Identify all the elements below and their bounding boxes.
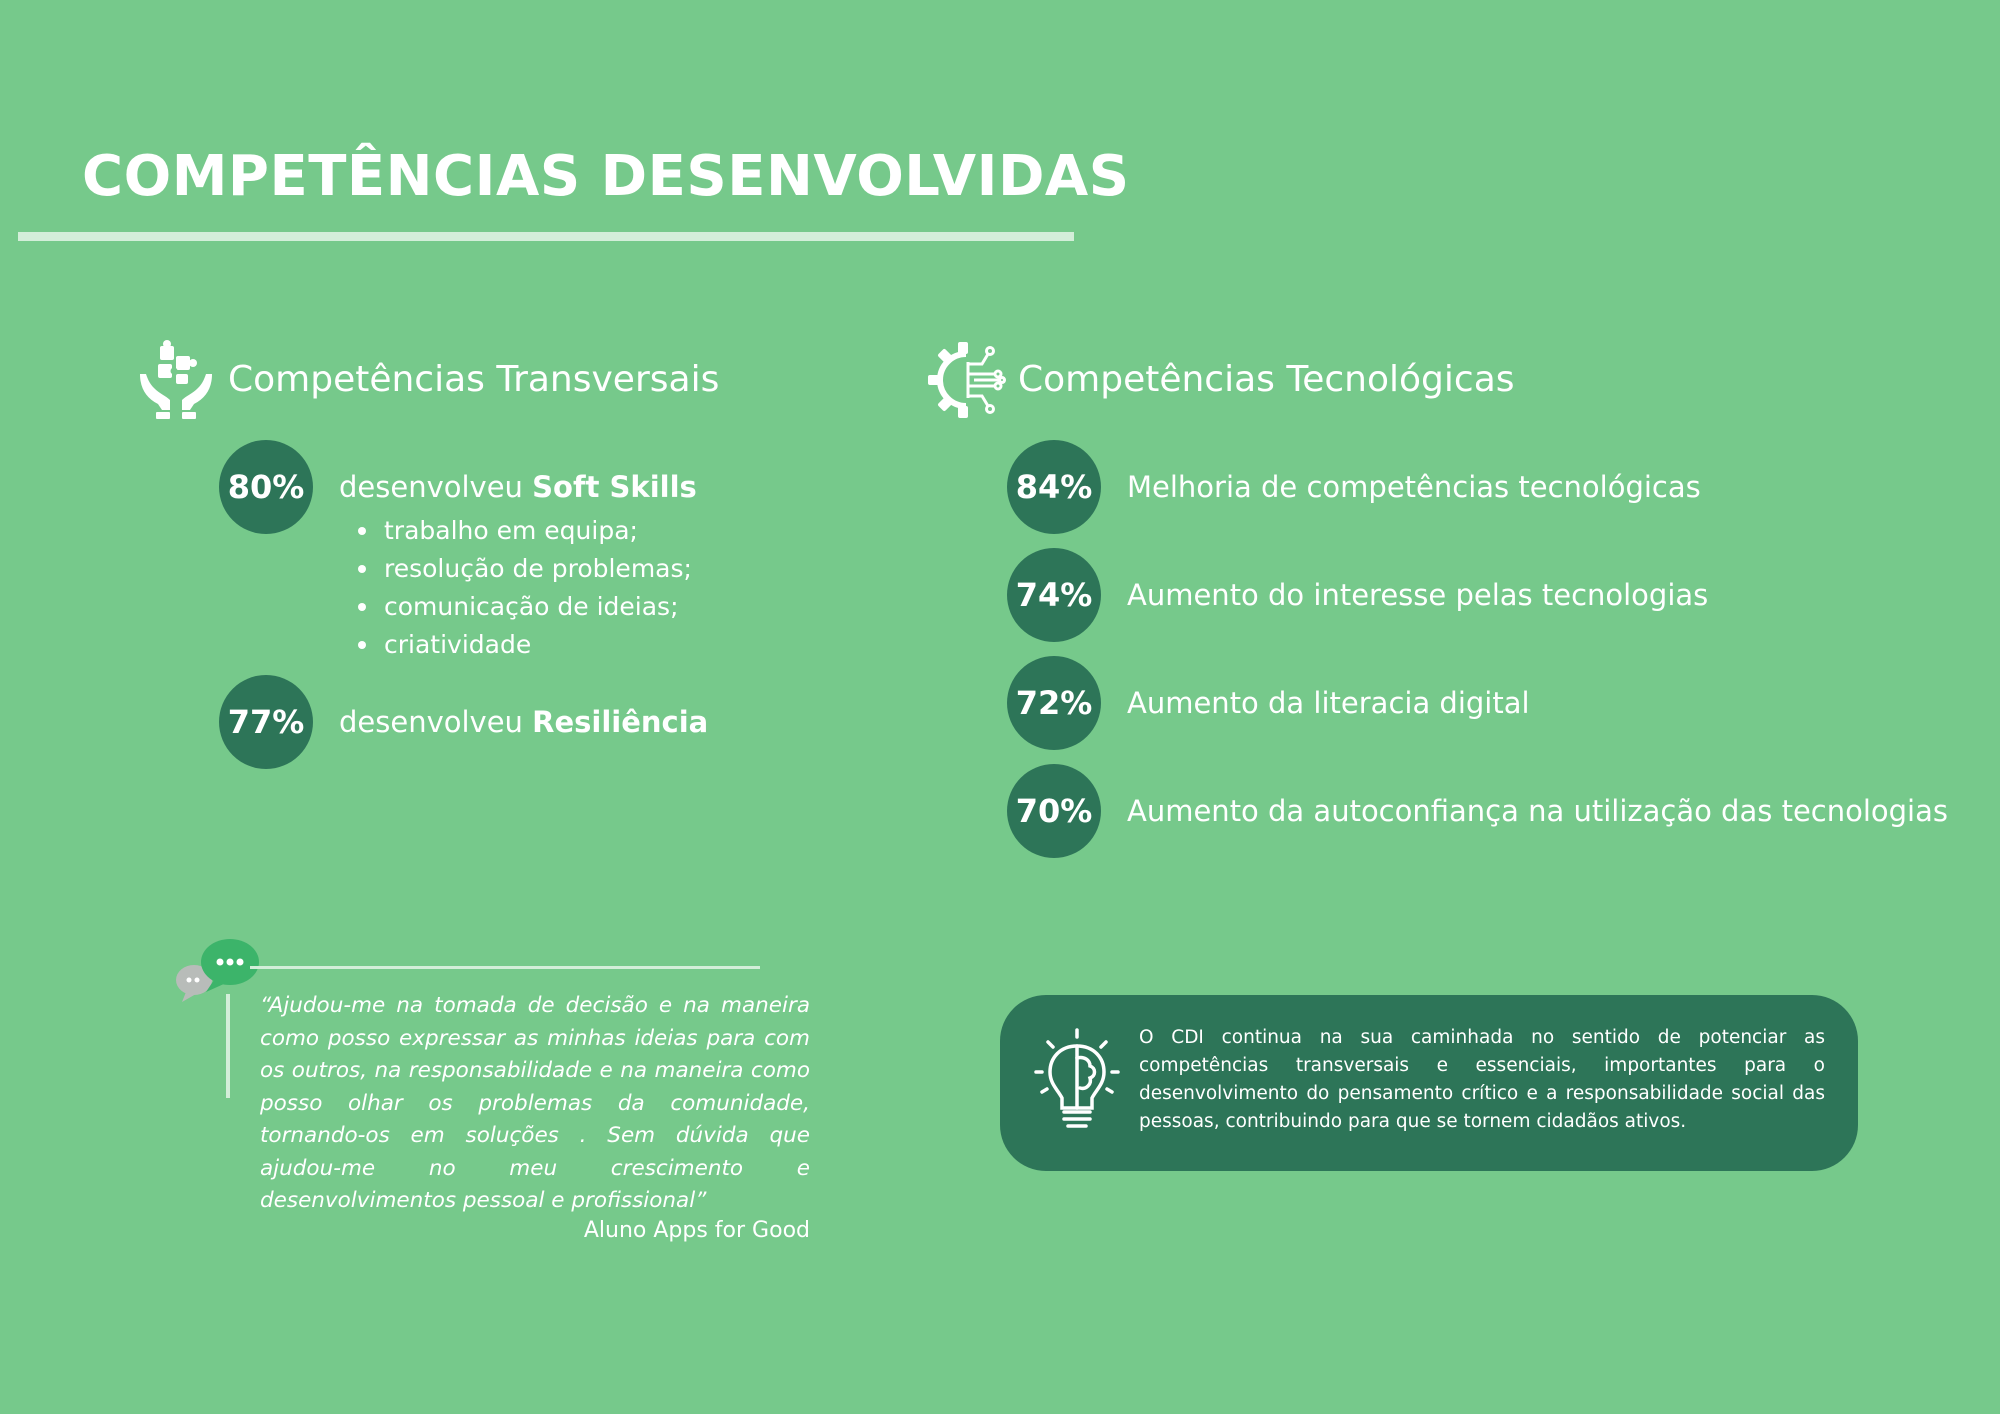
stat-value-bubble: 74% (1007, 548, 1101, 642)
info-text: O CDI continua na sua caminhada no sentido de potenciar as competências transversais e essenciais, importantes para o desenvolvimento do pensamento crítico e a responsabilidade social das pessoas, contribuindo para que se tornem cidadãos ativos. (1139, 1027, 1825, 1132)
stat-label: Melhoria de competências tecnológicas (1127, 470, 1701, 504)
stat-value-bubble: 84% (1007, 440, 1101, 534)
testimonial-author: Aluno Apps for Good (583, 1218, 810, 1243)
stat-label (339, 705, 708, 739)
stat-resiliencia (219, 675, 708, 769)
chat-bubbles-icon (172, 936, 262, 1002)
stat-label-highlight: Soft Skills (532, 470, 697, 504)
stat-tech-1 (1007, 440, 1701, 534)
stat-tech-3 (1007, 656, 1530, 750)
stat-tech-2 (1007, 548, 1708, 642)
gear-circuit-icon (926, 340, 1006, 420)
stat-label: Aumento do interesse pelas tecnologias (1127, 578, 1709, 612)
stat-label: Aumento da autoconfiança na utilização das tecnologias (1127, 794, 1948, 828)
stat-tech-4 (1007, 764, 1948, 858)
transversais-heading (136, 340, 719, 420)
stat-value-bubble: 72% (1007, 656, 1101, 750)
list-item: criatividade (350, 626, 692, 664)
list-item: comunicação de ideias; (350, 588, 692, 626)
testimonial-quote: “Ajudou-me na tomada de decisão e na maneira como posso expressar as minhas ideias para com os outros, na responsabilidade e na maneira como posso olhar os problemas da comunidade, tornando-os em soluções . Sem dúvida que ajudou-me no meu crescimento e desenvolvimentos pessoal e profissional” (260, 993, 810, 1213)
list-item: resolução de problemas; (350, 550, 692, 588)
transversais-heading-text: Competências Transversais (228, 359, 720, 400)
list-item: trabalho em equipa; (350, 512, 692, 550)
stat-value-bubble: 80% (219, 440, 313, 534)
title-underline (18, 232, 1074, 241)
tecnologicas-heading-text: Competências Tecnológicas (1018, 359, 1515, 400)
stat-label (339, 470, 697, 504)
lightbulb-brain-icon (1034, 1028, 1120, 1138)
hands-puzzle-icon (136, 340, 216, 420)
tecnologicas-heading (926, 340, 1515, 420)
stat-value-bubble: 77% (219, 675, 313, 769)
page-title: COMPETÊNCIAS DESENVOLVIDAS (82, 144, 1130, 209)
stat-label-highlight: Resiliência (532, 705, 709, 739)
soft-skills-list (350, 512, 692, 664)
stat-label: Aumento da literacia digital (1127, 686, 1530, 720)
quote-side-rule (226, 994, 230, 1098)
stat-label-prefix: desenvolveu (339, 705, 533, 739)
stat-value-bubble: 70% (1007, 764, 1101, 858)
quote-top-rule (250, 966, 760, 969)
stat-label-prefix: desenvolveu (339, 470, 533, 504)
